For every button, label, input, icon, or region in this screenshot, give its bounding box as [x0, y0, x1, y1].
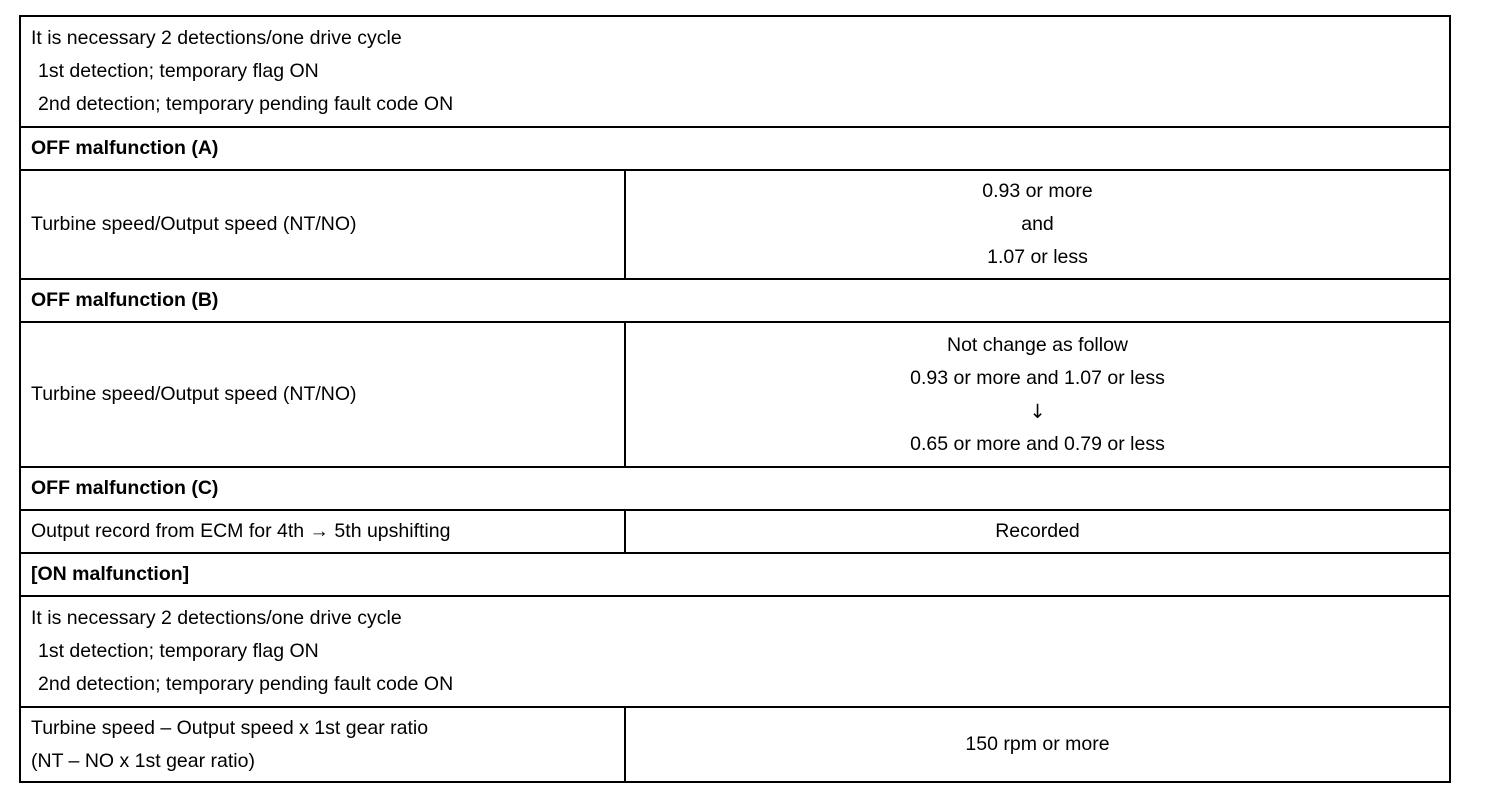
on-label-line-2: (NT – NO x 1st gear ratio) [31, 749, 255, 772]
off-a-row [20, 170, 1450, 279]
off-a-value-line-2: and [1021, 213, 1054, 235]
off-b-header: OFF malfunction (B) [20, 279, 1450, 322]
down-arrow-icon: ↓ [1029, 399, 1046, 423]
on-malfunction-header: [ON malfunction] [20, 553, 1450, 596]
intro-row [20, 16, 1450, 127]
off-c-label: Output record from ECM for 4th → 5th upshifting [20, 510, 625, 553]
off-a-value [625, 170, 1450, 279]
off-b-header-row [20, 279, 1450, 322]
off-a-header: OFF malfunction (A) [20, 127, 1450, 170]
off-c-header: OFF malfunction (C) [20, 467, 1450, 510]
off-b-value-line-1: Not change as follow [946, 333, 1129, 356]
on-intro-row [20, 596, 1450, 707]
off-b-value-line-3: 0.65 or more and 0.79 or less [910, 432, 1165, 455]
off-a-label: Turbine speed/Output speed (NT/NO) [20, 170, 625, 279]
on-label [20, 707, 625, 782]
on-value: 150 rpm or more [625, 707, 1450, 782]
intro-cell [20, 16, 1450, 127]
on-intro-cell [20, 596, 1450, 707]
off-c-row [20, 510, 1450, 553]
on-intro-line-1: It is necessary 2 detections/one drive cycle [31, 607, 402, 629]
off-c-value: Recorded [625, 510, 1450, 553]
on-intro-line-3: 2nd detection; temporary pending fault code ON [38, 673, 454, 695]
intro-line-1: It is necessary 2 detections/one drive cycle [31, 27, 402, 49]
off-a-value-line-3: 1.07 or less [987, 246, 1088, 268]
on-label-line-1: Turbine speed – Output speed x 1st gear ratio [31, 716, 429, 739]
off-a-value-line-1: 0.93 or more [982, 180, 1093, 202]
off-a-header-row [20, 127, 1450, 170]
malfunction-criteria-table [19, 15, 1451, 783]
intro-line-2: 1st detection; temporary flag ON [38, 60, 319, 82]
off-b-value-line-2: 0.93 or more and 1.07 or less [910, 366, 1165, 389]
off-b-label: Turbine speed/Output speed (NT/NO) [20, 322, 625, 467]
on-header-row [20, 553, 1450, 596]
on-row [20, 707, 1450, 782]
off-c-header-row [20, 467, 1450, 510]
off-b-value [625, 322, 1450, 467]
off-b-row [20, 322, 1450, 467]
intro-line-3: 2nd detection; temporary pending fault code ON [38, 93, 454, 115]
on-intro-line-2: 1st detection; temporary flag ON [38, 640, 319, 662]
